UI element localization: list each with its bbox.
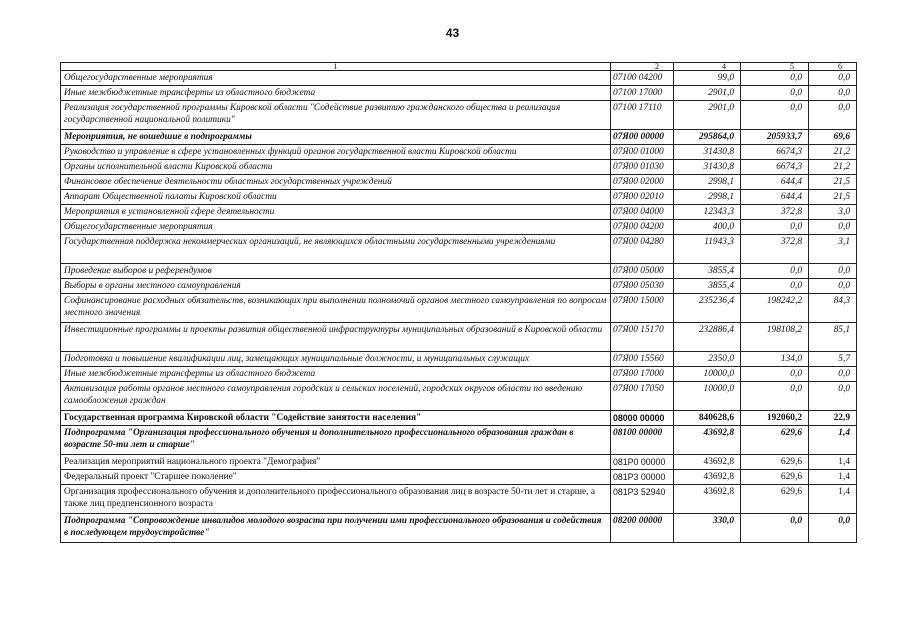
row-code-cell: 07Я00 01030 — [611, 160, 674, 175]
header-col-1: 1 — [61, 63, 611, 71]
table-row — [61, 352, 857, 367]
table-row — [61, 382, 857, 411]
row-value-col4: 330,0 — [674, 514, 741, 543]
row-value-col4: 400,0 — [674, 220, 741, 235]
table-row — [61, 145, 857, 160]
table-header-row — [61, 63, 857, 71]
row-name-cell: Иные межбюджетные трансферты из областного бюджета — [61, 367, 611, 382]
row-value-col6: 0,0 — [809, 382, 857, 411]
row-value-col5: 0,0 — [741, 86, 809, 101]
table-row — [61, 71, 857, 86]
row-name-cell: Руководство и управление в сфере установленных функций органов государственной власти Кировской области — [61, 145, 611, 160]
row-value-col6: 3,0 — [809, 205, 857, 220]
row-value-col4: 10000,0 — [674, 382, 741, 411]
table-row — [61, 455, 857, 470]
row-value-col5: 134,0 — [741, 352, 809, 367]
row-value-col6: 69,6 — [809, 130, 857, 145]
row-name-cell: Софинансирование расходных обязательств, возникающих при выполнении полномочий органов местного самоуправления по вопросам местного значения — [61, 294, 611, 323]
row-value-col6: 3,1 — [809, 235, 857, 264]
table-row — [61, 514, 857, 543]
row-value-col4: 43692,8 — [674, 455, 741, 470]
row-value-col4: 295864,0 — [674, 130, 741, 145]
row-value-col5: 0,0 — [741, 279, 809, 294]
header-col-4: 4 — [674, 63, 741, 71]
row-value-col6: 0,0 — [809, 367, 857, 382]
row-value-col5: 205933,7 — [741, 130, 809, 145]
row-value-col5: 0,0 — [741, 264, 809, 279]
row-value-col4: 31430,8 — [674, 145, 741, 160]
header-col-5: 5 — [741, 63, 809, 71]
table-row — [61, 485, 857, 514]
table-row — [61, 367, 857, 382]
row-value-col4: 43692,8 — [674, 470, 741, 485]
table-row — [61, 190, 857, 205]
row-code-cell: 07Я00 01000 — [611, 145, 674, 160]
row-code-cell: 07Я00 17000 — [611, 367, 674, 382]
row-value-col5: 372,8 — [741, 235, 809, 264]
row-code-cell: 081P3 52940 — [611, 485, 674, 514]
table-row — [61, 411, 857, 426]
table-row — [61, 279, 857, 294]
row-code-cell: 07Я00 02000 — [611, 175, 674, 190]
row-name-cell: Государственная поддержка некоммерческих организаций, не являющихся областными государственными учреждениями — [61, 235, 611, 264]
page-number: 43 — [445, 26, 460, 40]
row-code-cell: 07Я00 15000 — [611, 294, 674, 323]
row-value-col4: 3855,4 — [674, 279, 741, 294]
row-code-cell: 081P3 00000 — [611, 470, 674, 485]
row-value-col5: 6674,3 — [741, 160, 809, 175]
row-value-col5: 372,8 — [741, 205, 809, 220]
row-value-col4: 3855,4 — [674, 264, 741, 279]
row-name-cell: Активизация работы органов местного самоуправления городских и сельских поселений, городских округов области по введению самообложения граждан — [61, 382, 611, 411]
row-value-col4: 232886,4 — [674, 323, 741, 352]
row-code-cell: 07Я00 05030 — [611, 279, 674, 294]
row-name-cell: Реализация государственной программы Кировской области "Содействие развитию гражданского общества и реализация государственной национальной политики" — [61, 101, 611, 130]
row-code-cell: 07100 17000 — [611, 86, 674, 101]
row-name-cell: Органы исполнительной власти Кировской области — [61, 160, 611, 175]
row-name-cell: Проведение выборов и референдумов — [61, 264, 611, 279]
row-name-cell: Иные межбюджетные трансферты из областного бюджета — [61, 86, 611, 101]
row-value-col5: 0,0 — [741, 382, 809, 411]
row-value-col6: 0,0 — [809, 264, 857, 279]
row-value-col4: 43692,8 — [674, 485, 741, 514]
table-row — [61, 470, 857, 485]
table-row — [61, 175, 857, 190]
table-row — [61, 220, 857, 235]
row-name-cell: Общегосударственные мероприятия — [61, 71, 611, 86]
row-name-cell: Общегосударственные мероприятия — [61, 220, 611, 235]
row-code-cell: 081P0 00000 — [611, 455, 674, 470]
row-value-col6: 1,4 — [809, 470, 857, 485]
table-row — [61, 205, 857, 220]
row-value-col6: 85,1 — [809, 323, 857, 352]
row-code-cell: 07Я00 02010 — [611, 190, 674, 205]
row-name-cell: Финансовое обеспечение деятельности областных государственных учреждений — [61, 175, 611, 190]
row-value-col4: 99,0 — [674, 71, 741, 86]
row-value-col5: 0,0 — [741, 367, 809, 382]
table-row — [61, 323, 857, 352]
row-value-col6: 0,0 — [809, 279, 857, 294]
header-col-2: 2 — [611, 63, 674, 71]
row-name-cell: Аппарат Общественной палаты Кировской области — [61, 190, 611, 205]
row-value-col5: 629,6 — [741, 426, 809, 455]
row-code-cell: 08200 00000 — [611, 514, 674, 543]
row-value-col5: 629,6 — [741, 455, 809, 470]
row-value-col6: 0,0 — [809, 86, 857, 101]
row-value-col6: 84,3 — [809, 294, 857, 323]
row-value-col5: 0,0 — [741, 101, 809, 130]
row-value-col4: 2901,0 — [674, 101, 741, 130]
row-value-col6: 22,9 — [809, 411, 857, 426]
row-name-cell: Подпрограмма "Организация профессионального обучения и дополнительного профессионального образования граждан в возрасте 50-ти лет и старше" — [61, 426, 611, 455]
row-value-col6: 21,2 — [809, 145, 857, 160]
row-value-col4: 11943,3 — [674, 235, 741, 264]
table-row — [61, 264, 857, 279]
row-name-cell: Реализация мероприятий национального проекта "Демография" — [61, 455, 611, 470]
table-row — [61, 101, 857, 130]
row-value-col5: 192060,2 — [741, 411, 809, 426]
row-value-col6: 0,0 — [809, 101, 857, 130]
budget-table — [60, 62, 857, 543]
row-value-col5: 0,0 — [741, 71, 809, 86]
row-name-cell: Подпрограмма "Сопровождение инвалидов молодого возраста при получении ими профессионального образования и содействия в последующем трудоустройстве" — [61, 514, 611, 543]
row-value-col6: 21,5 — [809, 190, 857, 205]
row-code-cell: 08100 00000 — [611, 426, 674, 455]
row-value-col6: 0,0 — [809, 514, 857, 543]
row-name-cell: Мероприятия, не вошедшие в подпрограммы — [61, 130, 611, 145]
row-name-cell: Федеральный проект "Старшее поколение" — [61, 470, 611, 485]
row-value-col6: 1,4 — [809, 485, 857, 514]
row-code-cell: 07Я00 15170 — [611, 323, 674, 352]
row-value-col4: 2998,1 — [674, 190, 741, 205]
row-code-cell: 07Я00 04280 — [611, 235, 674, 264]
row-name-cell: Организация профессионального обучения и дополнительного профессионального образования лиц в возрасте 50-ти лет и старше, а также лиц предпенсионного возраста — [61, 485, 611, 514]
row-name-cell: Подготовка и повышение квалификации лиц, замещающих муниципальные должности, и муниципальных служащих — [61, 352, 611, 367]
row-value-col5: 6674,3 — [741, 145, 809, 160]
row-code-cell: 07Я00 05000 — [611, 264, 674, 279]
row-value-col4: 10000,0 — [674, 367, 741, 382]
row-value-col4: 43692,8 — [674, 426, 741, 455]
row-code-cell: 07Я00 04000 — [611, 205, 674, 220]
row-code-cell: 07Я00 15560 — [611, 352, 674, 367]
row-code-cell: 07Я00 04200 — [611, 220, 674, 235]
row-code-cell: 07Я00 00000 — [611, 130, 674, 145]
row-value-col6: 1,4 — [809, 426, 857, 455]
row-code-cell: 07100 04200 — [611, 71, 674, 86]
row-value-col4: 2350,0 — [674, 352, 741, 367]
row-value-col6: 21,5 — [809, 175, 857, 190]
table-row — [61, 130, 857, 145]
row-name-cell: Выборы в органы местного самоуправления — [61, 279, 611, 294]
table-row — [61, 160, 857, 175]
row-name-cell: Мероприятия в установленной сфере деятельности — [61, 205, 611, 220]
row-value-col6: 1,4 — [809, 455, 857, 470]
table-row — [61, 426, 857, 455]
row-value-col6: 0,0 — [809, 71, 857, 86]
table-row — [61, 294, 857, 323]
row-value-col4: 31430,8 — [674, 160, 741, 175]
table-row — [61, 86, 857, 101]
row-value-col4: 2998,1 — [674, 175, 741, 190]
row-value-col4: 235236,4 — [674, 294, 741, 323]
row-value-col5: 0,0 — [741, 220, 809, 235]
row-value-col6: 5,7 — [809, 352, 857, 367]
table-row — [61, 235, 857, 264]
row-value-col5: 644,4 — [741, 175, 809, 190]
row-code-cell: 07100 17110 — [611, 101, 674, 130]
row-name-cell: Инвестиционные программы и проекты развития общественной инфраструктуры муниципальных образований в Кировской области — [61, 323, 611, 352]
row-value-col4: 840628,6 — [674, 411, 741, 426]
row-value-col5: 629,6 — [741, 485, 809, 514]
row-code-cell: 07Я00 17050 — [611, 382, 674, 411]
row-value-col4: 2901,0 — [674, 86, 741, 101]
row-value-col5: 644,4 — [741, 190, 809, 205]
row-value-col6: 21,2 — [809, 160, 857, 175]
row-code-cell: 08000 00000 — [611, 411, 674, 426]
row-value-col4: 12343,3 — [674, 205, 741, 220]
row-value-col5: 629,6 — [741, 470, 809, 485]
header-col-6: 6 — [809, 63, 857, 71]
row-value-col5: 0,0 — [741, 514, 809, 543]
row-name-cell: Государственная программа Кировской области "Содействие занятости населения" — [61, 411, 611, 426]
row-value-col5: 198242,2 — [741, 294, 809, 323]
row-value-col6: 0,0 — [809, 220, 857, 235]
row-value-col5: 198108,2 — [741, 323, 809, 352]
